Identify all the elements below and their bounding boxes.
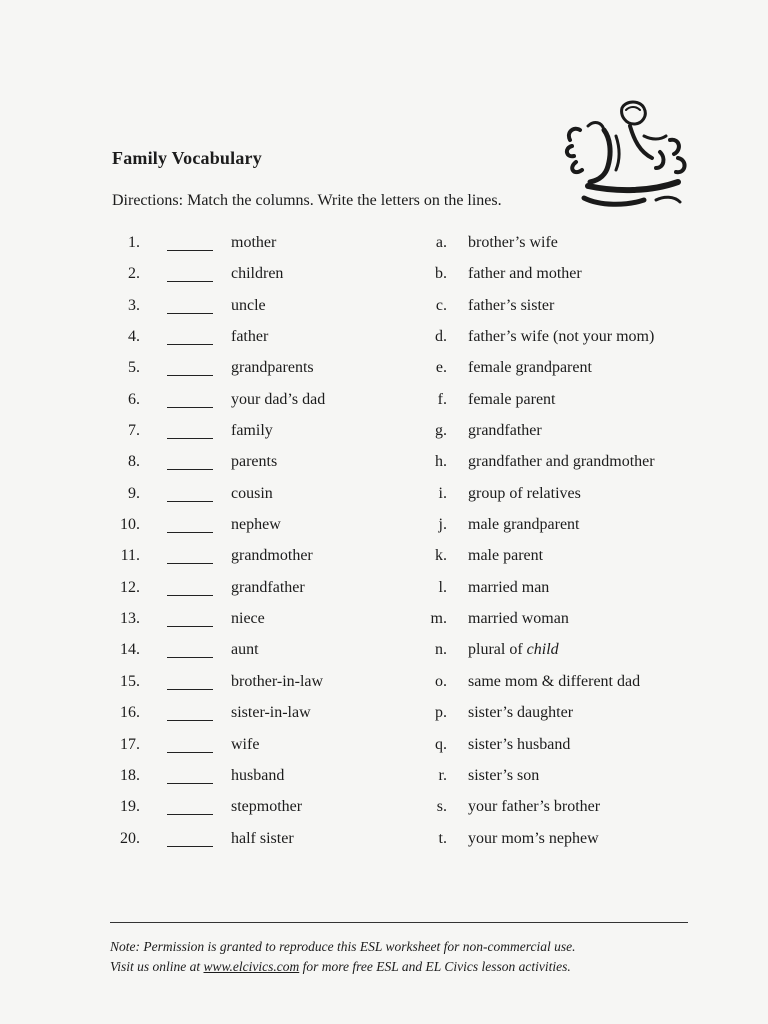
definition-text bbox=[468, 328, 654, 346]
definition-text bbox=[468, 579, 549, 597]
definition-text bbox=[468, 265, 582, 283]
table-row bbox=[0, 734, 768, 765]
definition-text bbox=[468, 359, 592, 377]
definition-text bbox=[468, 798, 600, 816]
definition-text bbox=[468, 704, 573, 722]
choice-letter: k. bbox=[435, 547, 447, 565]
choice-letter: b. bbox=[435, 265, 447, 283]
answer-blank[interactable] bbox=[167, 577, 213, 596]
definition-text bbox=[468, 422, 542, 440]
table-row bbox=[0, 796, 768, 827]
item-number: 11. bbox=[120, 547, 140, 565]
table-row bbox=[0, 263, 768, 294]
item-number: 1. bbox=[128, 234, 140, 251]
answer-blank[interactable] bbox=[167, 232, 213, 251]
item-number: 5. bbox=[128, 359, 140, 377]
definition-main: sister’s son bbox=[468, 766, 540, 784]
item-number: 19. bbox=[120, 798, 140, 816]
matching-list bbox=[0, 232, 768, 859]
definition-text bbox=[468, 547, 543, 565]
item-number: 3. bbox=[128, 296, 140, 314]
item-number: 6. bbox=[128, 390, 140, 408]
item-number: 17. bbox=[120, 735, 140, 753]
choice-letter: g. bbox=[435, 422, 447, 440]
answer-blank[interactable] bbox=[167, 389, 213, 408]
choice-letter: c. bbox=[435, 296, 447, 314]
footer-line-2 bbox=[110, 957, 575, 977]
term-text: half sister bbox=[231, 829, 294, 847]
table-row bbox=[0, 295, 768, 326]
answer-blank[interactable] bbox=[167, 420, 213, 439]
term-text: cousin bbox=[231, 484, 273, 502]
definition-text bbox=[468, 830, 599, 848]
definition-main: grandfather and grandmother bbox=[468, 453, 655, 471]
table-row bbox=[0, 389, 768, 420]
table-row bbox=[0, 577, 768, 608]
choice-letter: n. bbox=[435, 641, 447, 659]
item-number: 2. bbox=[128, 265, 140, 283]
choice-letter: f. bbox=[437, 390, 447, 408]
definition-text bbox=[468, 391, 556, 409]
definition-text bbox=[468, 641, 559, 659]
choice-letter: r. bbox=[438, 766, 447, 784]
table-row bbox=[0, 765, 768, 796]
definition-main: your father’s brother bbox=[468, 798, 601, 816]
table-row bbox=[0, 514, 768, 545]
answer-blank[interactable] bbox=[167, 828, 213, 847]
table-row bbox=[0, 451, 768, 482]
table-row bbox=[0, 828, 768, 859]
term-text: your dad’s dad bbox=[231, 390, 326, 408]
term-text: mother bbox=[231, 234, 277, 251]
definition-text bbox=[468, 736, 570, 754]
choice-letter: i. bbox=[438, 484, 447, 502]
footer-suffix: for more free ESL and EL Civics lesson activities. bbox=[299, 959, 571, 974]
choice-letter: o. bbox=[435, 672, 447, 690]
choice-letter: t. bbox=[438, 829, 447, 847]
definition-main: sister’s daughter bbox=[468, 704, 574, 722]
choice-letter: a. bbox=[435, 234, 447, 251]
item-number: 14. bbox=[120, 641, 140, 659]
footer-line-1: Note: Permission is granted to reproduce this ESL worksheet for non-commercial use. bbox=[110, 939, 576, 954]
term-text: children bbox=[231, 265, 284, 283]
term-text: grandparents bbox=[231, 359, 314, 377]
definition-main: male parent bbox=[468, 547, 544, 565]
answer-blank[interactable] bbox=[167, 514, 213, 533]
table-row bbox=[0, 232, 768, 263]
item-number: 15. bbox=[120, 672, 140, 690]
mother-and-child-reading-icon bbox=[560, 96, 700, 216]
answer-blank[interactable] bbox=[167, 639, 213, 658]
answer-blank[interactable] bbox=[167, 702, 213, 721]
definition-main: female grandparent bbox=[468, 359, 592, 377]
answer-blank[interactable] bbox=[167, 608, 213, 627]
table-row bbox=[0, 608, 768, 639]
item-number: 10. bbox=[120, 516, 140, 534]
definition-main: married man bbox=[468, 578, 550, 596]
definition-main: father’s wife (not your mom) bbox=[468, 328, 655, 346]
choice-letter: p. bbox=[435, 704, 447, 722]
term-text: family bbox=[231, 422, 273, 440]
term-text: niece bbox=[231, 610, 265, 628]
choice-letter: h. bbox=[435, 453, 447, 471]
answer-blank[interactable] bbox=[167, 451, 213, 470]
website-link[interactable]: www.elcivics.com bbox=[203, 959, 300, 974]
answer-blank[interactable] bbox=[167, 483, 213, 502]
table-row bbox=[0, 702, 768, 733]
term-text: father bbox=[231, 328, 269, 346]
item-number: 9. bbox=[128, 484, 140, 502]
choice-letter: m. bbox=[430, 610, 447, 628]
definition-main: group of relatives bbox=[468, 484, 581, 502]
term-text: nephew bbox=[231, 516, 281, 534]
item-number: 13. bbox=[120, 610, 140, 628]
term-text: uncle bbox=[231, 296, 266, 314]
table-row bbox=[0, 483, 768, 514]
definition-italic: child bbox=[526, 641, 559, 659]
table-row bbox=[0, 671, 768, 702]
choice-letter: e. bbox=[435, 359, 447, 377]
answer-blank[interactable] bbox=[167, 765, 213, 784]
definition-text bbox=[468, 767, 539, 785]
term-text: aunt bbox=[231, 641, 259, 659]
definition-main: married woman bbox=[468, 610, 569, 628]
item-number: 18. bbox=[120, 766, 140, 784]
term-text: husband bbox=[231, 766, 285, 784]
choice-letter: s. bbox=[436, 798, 447, 816]
definition-main: father’s sister bbox=[468, 296, 555, 314]
choice-letter: q. bbox=[435, 735, 447, 753]
item-number: 4. bbox=[128, 328, 140, 346]
item-number: 7. bbox=[128, 422, 140, 440]
item-number: 16. bbox=[120, 704, 140, 722]
term-text: wife bbox=[231, 735, 260, 753]
definition-text bbox=[468, 234, 558, 252]
item-number: 20. bbox=[120, 829, 140, 847]
definition-main: your mom’s nephew bbox=[468, 829, 599, 847]
definition-text bbox=[468, 485, 581, 503]
footer-prefix: Visit us online at bbox=[110, 959, 204, 974]
answer-blank[interactable] bbox=[167, 295, 213, 314]
definition-main: male grandparent bbox=[468, 516, 580, 534]
term-text: brother-in-law bbox=[231, 672, 324, 690]
table-row bbox=[0, 357, 768, 388]
definition-main: grandfather bbox=[468, 422, 542, 440]
answer-blank[interactable] bbox=[167, 671, 213, 690]
term-text: grandmother bbox=[231, 547, 313, 565]
term-text: parents bbox=[231, 453, 278, 471]
choice-letter: j. bbox=[438, 516, 447, 534]
item-number: 12. bbox=[120, 578, 140, 596]
definition-text bbox=[468, 453, 655, 471]
answer-blank[interactable] bbox=[167, 357, 213, 376]
definition-text bbox=[468, 673, 640, 691]
choice-letter: l. bbox=[438, 578, 447, 596]
term-text: sister-in-law bbox=[231, 704, 311, 722]
table-row bbox=[0, 545, 768, 576]
definition-text bbox=[468, 610, 569, 628]
definition-main: brother’s wife bbox=[468, 234, 558, 251]
answer-blank[interactable] bbox=[167, 734, 213, 753]
table-row bbox=[0, 420, 768, 451]
answer-blank[interactable] bbox=[167, 545, 213, 564]
table-row bbox=[0, 326, 768, 357]
definition-main: female parent bbox=[468, 390, 556, 408]
definition-text bbox=[468, 297, 554, 315]
definition-main: father and mother bbox=[468, 265, 582, 283]
table-row bbox=[0, 639, 768, 670]
answer-blank[interactable] bbox=[167, 796, 213, 815]
directions-text: Directions: Match the columns. Write the letters on the lines. bbox=[112, 192, 502, 209]
choice-letter: d. bbox=[435, 328, 447, 346]
footer-note bbox=[110, 937, 575, 977]
page-title: Family Vocabulary bbox=[112, 148, 262, 168]
definition-main: plural of bbox=[468, 641, 527, 659]
footer-divider bbox=[110, 922, 688, 923]
term-text: stepmother bbox=[231, 798, 303, 816]
answer-blank[interactable] bbox=[167, 263, 213, 282]
definition-text bbox=[468, 516, 580, 534]
item-number: 8. bbox=[128, 453, 140, 471]
definition-main: sister’s husband bbox=[468, 735, 571, 753]
term-text: grandfather bbox=[231, 578, 305, 596]
definition-main: same mom & different dad bbox=[468, 672, 641, 690]
answer-blank[interactable] bbox=[167, 326, 213, 345]
